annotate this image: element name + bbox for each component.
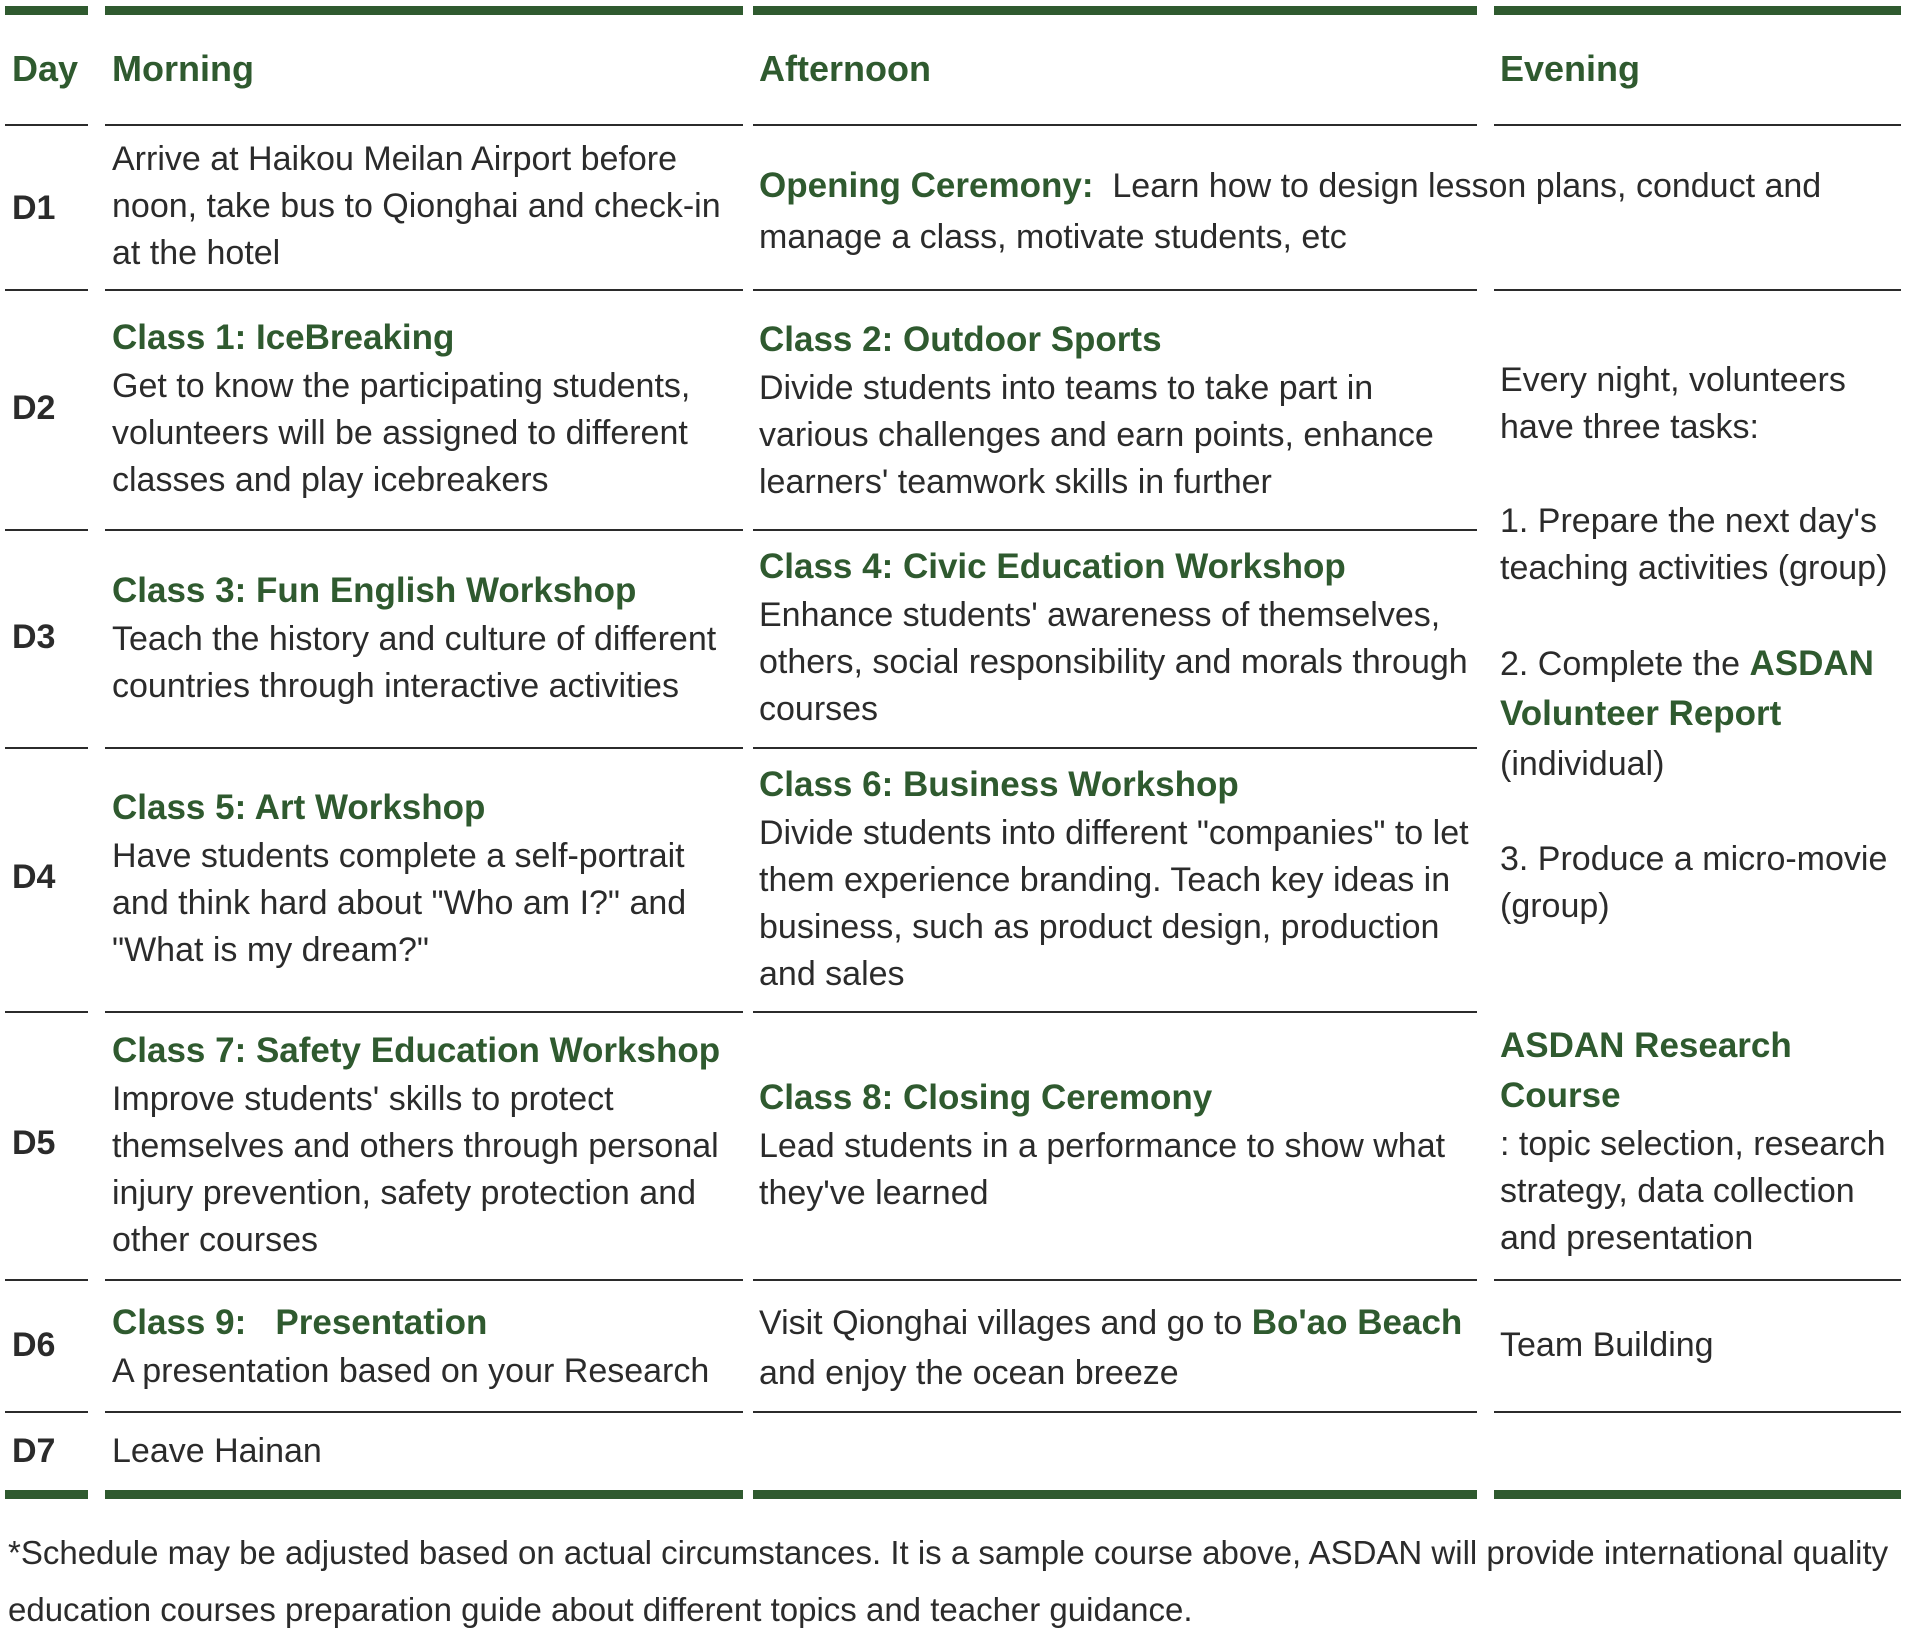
header-evening: Evening bbox=[1500, 48, 1641, 89]
day-label: D2 bbox=[12, 389, 56, 427]
row-divider bbox=[753, 747, 1477, 749]
row-divider bbox=[5, 529, 88, 531]
bottom-rule-afternoon bbox=[753, 1490, 1477, 1499]
cell-title: Class 2: Outdoor Sports bbox=[759, 320, 1162, 359]
top-rule-morning bbox=[105, 6, 743, 15]
row-divider bbox=[753, 529, 1477, 531]
row-divider bbox=[105, 289, 743, 291]
course-text: : topic selection, research strategy, data collection and presentation bbox=[1500, 1125, 1886, 1257]
header-afternoon: Afternoon bbox=[759, 48, 931, 89]
bottom-rule-evening bbox=[1494, 1490, 1901, 1499]
day-label: D7 bbox=[12, 1432, 56, 1470]
task-text: (individual) bbox=[1500, 745, 1665, 783]
bottom-rule-day bbox=[5, 1490, 88, 1499]
afternoon-cell-d1 bbox=[759, 160, 1889, 263]
research-course-block bbox=[1500, 1021, 1900, 1262]
row-divider bbox=[753, 1411, 1477, 1413]
cell-text: Visit Qionghai villages and go to bbox=[759, 1304, 1252, 1342]
day-label: D4 bbox=[12, 858, 56, 896]
row-divider bbox=[753, 289, 1477, 291]
cell-text: Arrive at Haikou Meilan Airport before noon, take bus to Qionghai and check-in at the hotel bbox=[112, 140, 721, 272]
cell-title: Class 6: Business Workshop bbox=[759, 765, 1239, 804]
top-rule-day bbox=[5, 6, 88, 15]
cell-text: Divide students into different "companies" to let them experience branding. Teach key ideas in business, such as product design, production and sales bbox=[759, 814, 1469, 993]
row-divider bbox=[1494, 124, 1901, 126]
evening-intro: Every night, volunteers have three tasks: bbox=[1500, 361, 1846, 446]
day-label: D5 bbox=[12, 1124, 56, 1162]
header-morning: Morning bbox=[112, 48, 254, 89]
day-label: D1 bbox=[12, 189, 56, 227]
morning-cell-d2 bbox=[112, 313, 742, 504]
row-divider bbox=[105, 124, 743, 126]
afternoon-cell-d3 bbox=[759, 542, 1469, 733]
cell-text: Improve students' skills to protect themselves and others through personal injury prevention, safety protection and other courses bbox=[112, 1080, 719, 1259]
morning-cell-d7: Leave Hainan bbox=[112, 1432, 322, 1470]
morning-cell-d1 bbox=[112, 136, 752, 277]
cell-title: Class 3: Fun English Workshop bbox=[112, 571, 637, 610]
afternoon-cell-d2 bbox=[759, 315, 1469, 506]
row-divider bbox=[753, 124, 1477, 126]
row-divider bbox=[753, 1279, 1477, 1281]
cell-title: Class 4: Civic Education Workshop bbox=[759, 547, 1346, 586]
row-divider bbox=[1494, 1411, 1901, 1413]
evening-task-3: 3. Produce a micro-movie (group) bbox=[1500, 840, 1888, 925]
cell-text: Get to know the participating students, volunteers will be assigned to different classes and play icebreakers bbox=[112, 367, 691, 499]
top-rule-afternoon bbox=[753, 6, 1477, 15]
row-divider bbox=[1494, 1279, 1901, 1281]
header-day: Day bbox=[12, 48, 79, 89]
morning-cell-d6 bbox=[112, 1298, 752, 1395]
afternoon-cell-d4 bbox=[759, 760, 1469, 998]
row-divider bbox=[5, 1411, 88, 1413]
row-divider bbox=[105, 1279, 743, 1281]
cell-title: Class 5: Art Workshop bbox=[112, 788, 486, 827]
cell-text: Have students complete a self-portrait and think hard about "Who am I?" and "What is my dream?" bbox=[112, 837, 687, 969]
evening-cell-d6: Team Building bbox=[1500, 1326, 1714, 1364]
cell-text: A presentation based on your Research bbox=[112, 1352, 710, 1390]
cell-title: Class 9: Presentation bbox=[112, 1303, 488, 1342]
task-text: 2. Complete the bbox=[1500, 645, 1750, 683]
cell-text: and enjoy the ocean breeze bbox=[759, 1354, 1179, 1392]
cell-text: Learn how to design lesson plans, conduct and manage a class, motivate students, etc bbox=[759, 167, 1822, 256]
top-rule-evening bbox=[1494, 6, 1901, 15]
morning-cell-d5 bbox=[112, 1026, 757, 1264]
row-divider bbox=[1494, 289, 1901, 291]
cell-title: Class 7: Safety Education Workshop bbox=[112, 1031, 721, 1070]
evening-tasks-block bbox=[1500, 357, 1900, 930]
row-divider bbox=[105, 747, 743, 749]
cell-title: Class 8: Closing Ceremony bbox=[759, 1078, 1213, 1117]
course-title: ASDAN Research Course bbox=[1500, 1026, 1792, 1115]
row-divider bbox=[105, 1011, 743, 1013]
morning-cell-d3 bbox=[112, 566, 752, 710]
row-divider bbox=[753, 1011, 1477, 1013]
cell-title: Class 1: IceBreaking bbox=[112, 318, 455, 357]
evening-task-2 bbox=[1500, 639, 1900, 789]
cell-highlight: Bo'ao Beach bbox=[1251, 1303, 1463, 1342]
cell-text: Lead students in a performance to show what they've learned bbox=[759, 1127, 1446, 1212]
row-divider bbox=[5, 1279, 88, 1281]
row-divider bbox=[5, 747, 88, 749]
day-label: D3 bbox=[12, 618, 56, 656]
cell-title: Opening Ceremony: bbox=[759, 166, 1094, 205]
footnote: *Schedule may be adjusted based on actual circumstances. It is a sample course above, ASDAN will provide international quality education courses preparation guide about different topics and teacher guidance. bbox=[8, 1534, 1889, 1628]
row-divider bbox=[5, 289, 88, 291]
task-highlight: ASDAN Volunteer Report bbox=[1500, 644, 1874, 733]
cell-text: Enhance students' awareness of themselves, others, social responsibility and morals through courses bbox=[759, 596, 1468, 728]
cell-text: Divide students into teams to take part in various challenges and earn points, enhance learners' teamwork skills in further bbox=[759, 369, 1434, 501]
bottom-rule-morning bbox=[105, 1490, 743, 1499]
cell-text: Teach the history and culture of different countries through interactive activities bbox=[112, 620, 717, 705]
row-divider bbox=[105, 529, 743, 531]
day-label: D6 bbox=[12, 1326, 56, 1364]
morning-cell-d4 bbox=[112, 783, 742, 974]
afternoon-cell-d6 bbox=[759, 1298, 1484, 1398]
row-divider bbox=[5, 1011, 88, 1013]
evening-task-1: 1. Prepare the next day's teaching activities (group) bbox=[1500, 502, 1888, 587]
row-divider bbox=[5, 124, 88, 126]
afternoon-cell-d5 bbox=[759, 1073, 1484, 1217]
row-divider bbox=[105, 1411, 743, 1413]
